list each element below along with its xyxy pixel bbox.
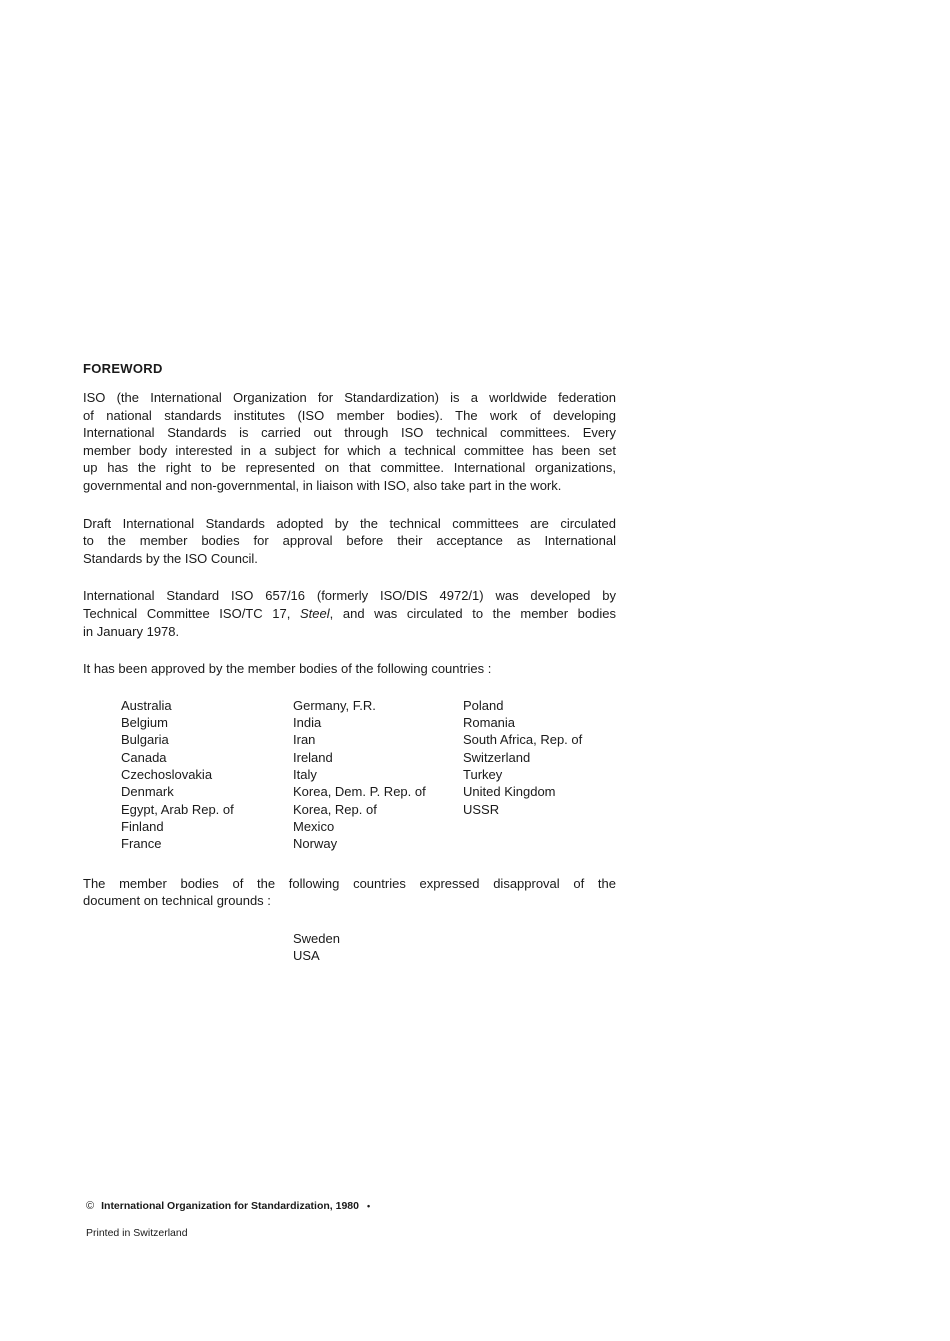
paragraph-line: in January 1978. (83, 623, 180, 639)
paragraph-line: up has the right to be represented on that committee. International organizations, (83, 460, 616, 476)
country-item: Egypt, Arab Rep. of (121, 801, 234, 817)
copyright-text: International Organization for Standardization, 1980 (101, 1200, 359, 1212)
country-item: Poland (463, 697, 504, 713)
foreword-paragraph-3 (83, 587, 616, 640)
country-item: Iran (293, 732, 316, 748)
paragraph-line: International Standards is carried out through ISO technical committees. Every (83, 425, 616, 441)
country-item: Switzerland (463, 749, 531, 765)
country-item: United Kingdom (463, 784, 556, 800)
country-item: India (293, 715, 322, 731)
bullet-icon: • (366, 1201, 371, 1211)
country-item: Mexico (293, 818, 335, 834)
foreword-paragraph-2 (83, 515, 616, 568)
country-item: Italy (293, 766, 317, 782)
country-item: Canada (121, 749, 167, 765)
paragraph-line: to the member bodies for approval before their acceptance as International (83, 533, 616, 549)
country-item: Ireland (293, 749, 333, 765)
country-item: Belgium (121, 715, 168, 731)
approving-countries-list (83, 697, 616, 855)
paragraph-line: of national standards institutes (ISO member bodies). The work of developing (83, 407, 616, 423)
foreword-paragraph-1 (83, 389, 616, 495)
country-column-2 (293, 697, 426, 853)
copyright-notice (86, 1199, 370, 1213)
foreword-paragraph-5 (83, 875, 616, 910)
country-item: Korea, Dem. P. Rep. of (293, 784, 426, 800)
country-item: USSR (463, 801, 500, 817)
committee-name: Steel (299, 605, 330, 621)
country-item: Norway (293, 836, 338, 852)
paragraph-line: member body interested in a subject for which a technical committee has been set (83, 442, 616, 458)
country-item: Germany, F.R. (293, 697, 376, 713)
paragraph-line (83, 605, 616, 623)
printed-location: Printed in Switzerland (86, 1227, 188, 1239)
foreword-heading: FOREWORD (83, 361, 163, 376)
foreword-section (83, 361, 616, 965)
country-item: Bulgaria (121, 732, 169, 748)
paragraph-line: governmental and non-governmental, in liaison with ISO, also take part in the work. (83, 477, 562, 493)
paragraph-line: International Standard ISO 657/16 (formerly ISO/DIS 4972/1) was developed by (83, 588, 616, 604)
country-item: Sweden (293, 930, 340, 946)
paragraph-line: document on technical grounds : (83, 893, 271, 909)
paragraph-line: The member bodies of the following countries expressed disapproval of the (83, 875, 616, 891)
country-item: Denmark (121, 784, 174, 800)
country-item: Czechoslovakia (121, 766, 213, 782)
paragraph-text: Technical Committee ISO/TC 17, (83, 605, 300, 621)
paragraph-line: Standards by the ISO Council. (83, 550, 258, 566)
country-item: Romania (463, 715, 516, 731)
paragraph-text: , and was circulated to the member bodies (329, 605, 616, 621)
foreword-paragraph-4: It has been approved by the member bodies of the following countries : (83, 661, 492, 677)
page-footer (86, 1199, 370, 1239)
country-item: Australia (121, 697, 172, 713)
country-column-1 (121, 697, 234, 853)
country-item: France (121, 836, 162, 852)
paragraph-line: ISO (the International Organization for Standardization) is a worldwide federation (83, 390, 616, 405)
country-item: South Africa, Rep. of (463, 732, 583, 748)
country-item: Finland (121, 818, 164, 834)
country-column-3 (463, 697, 582, 818)
country-item: Turkey (463, 766, 503, 782)
paragraph-line: Draft International Standards adopted by the technical committees are circulated (83, 515, 616, 531)
country-item: Korea, Rep. of (293, 801, 377, 817)
copyright-icon: © (86, 1200, 95, 1212)
country-item: USA (293, 948, 320, 964)
disapproving-countries-list (293, 930, 616, 965)
